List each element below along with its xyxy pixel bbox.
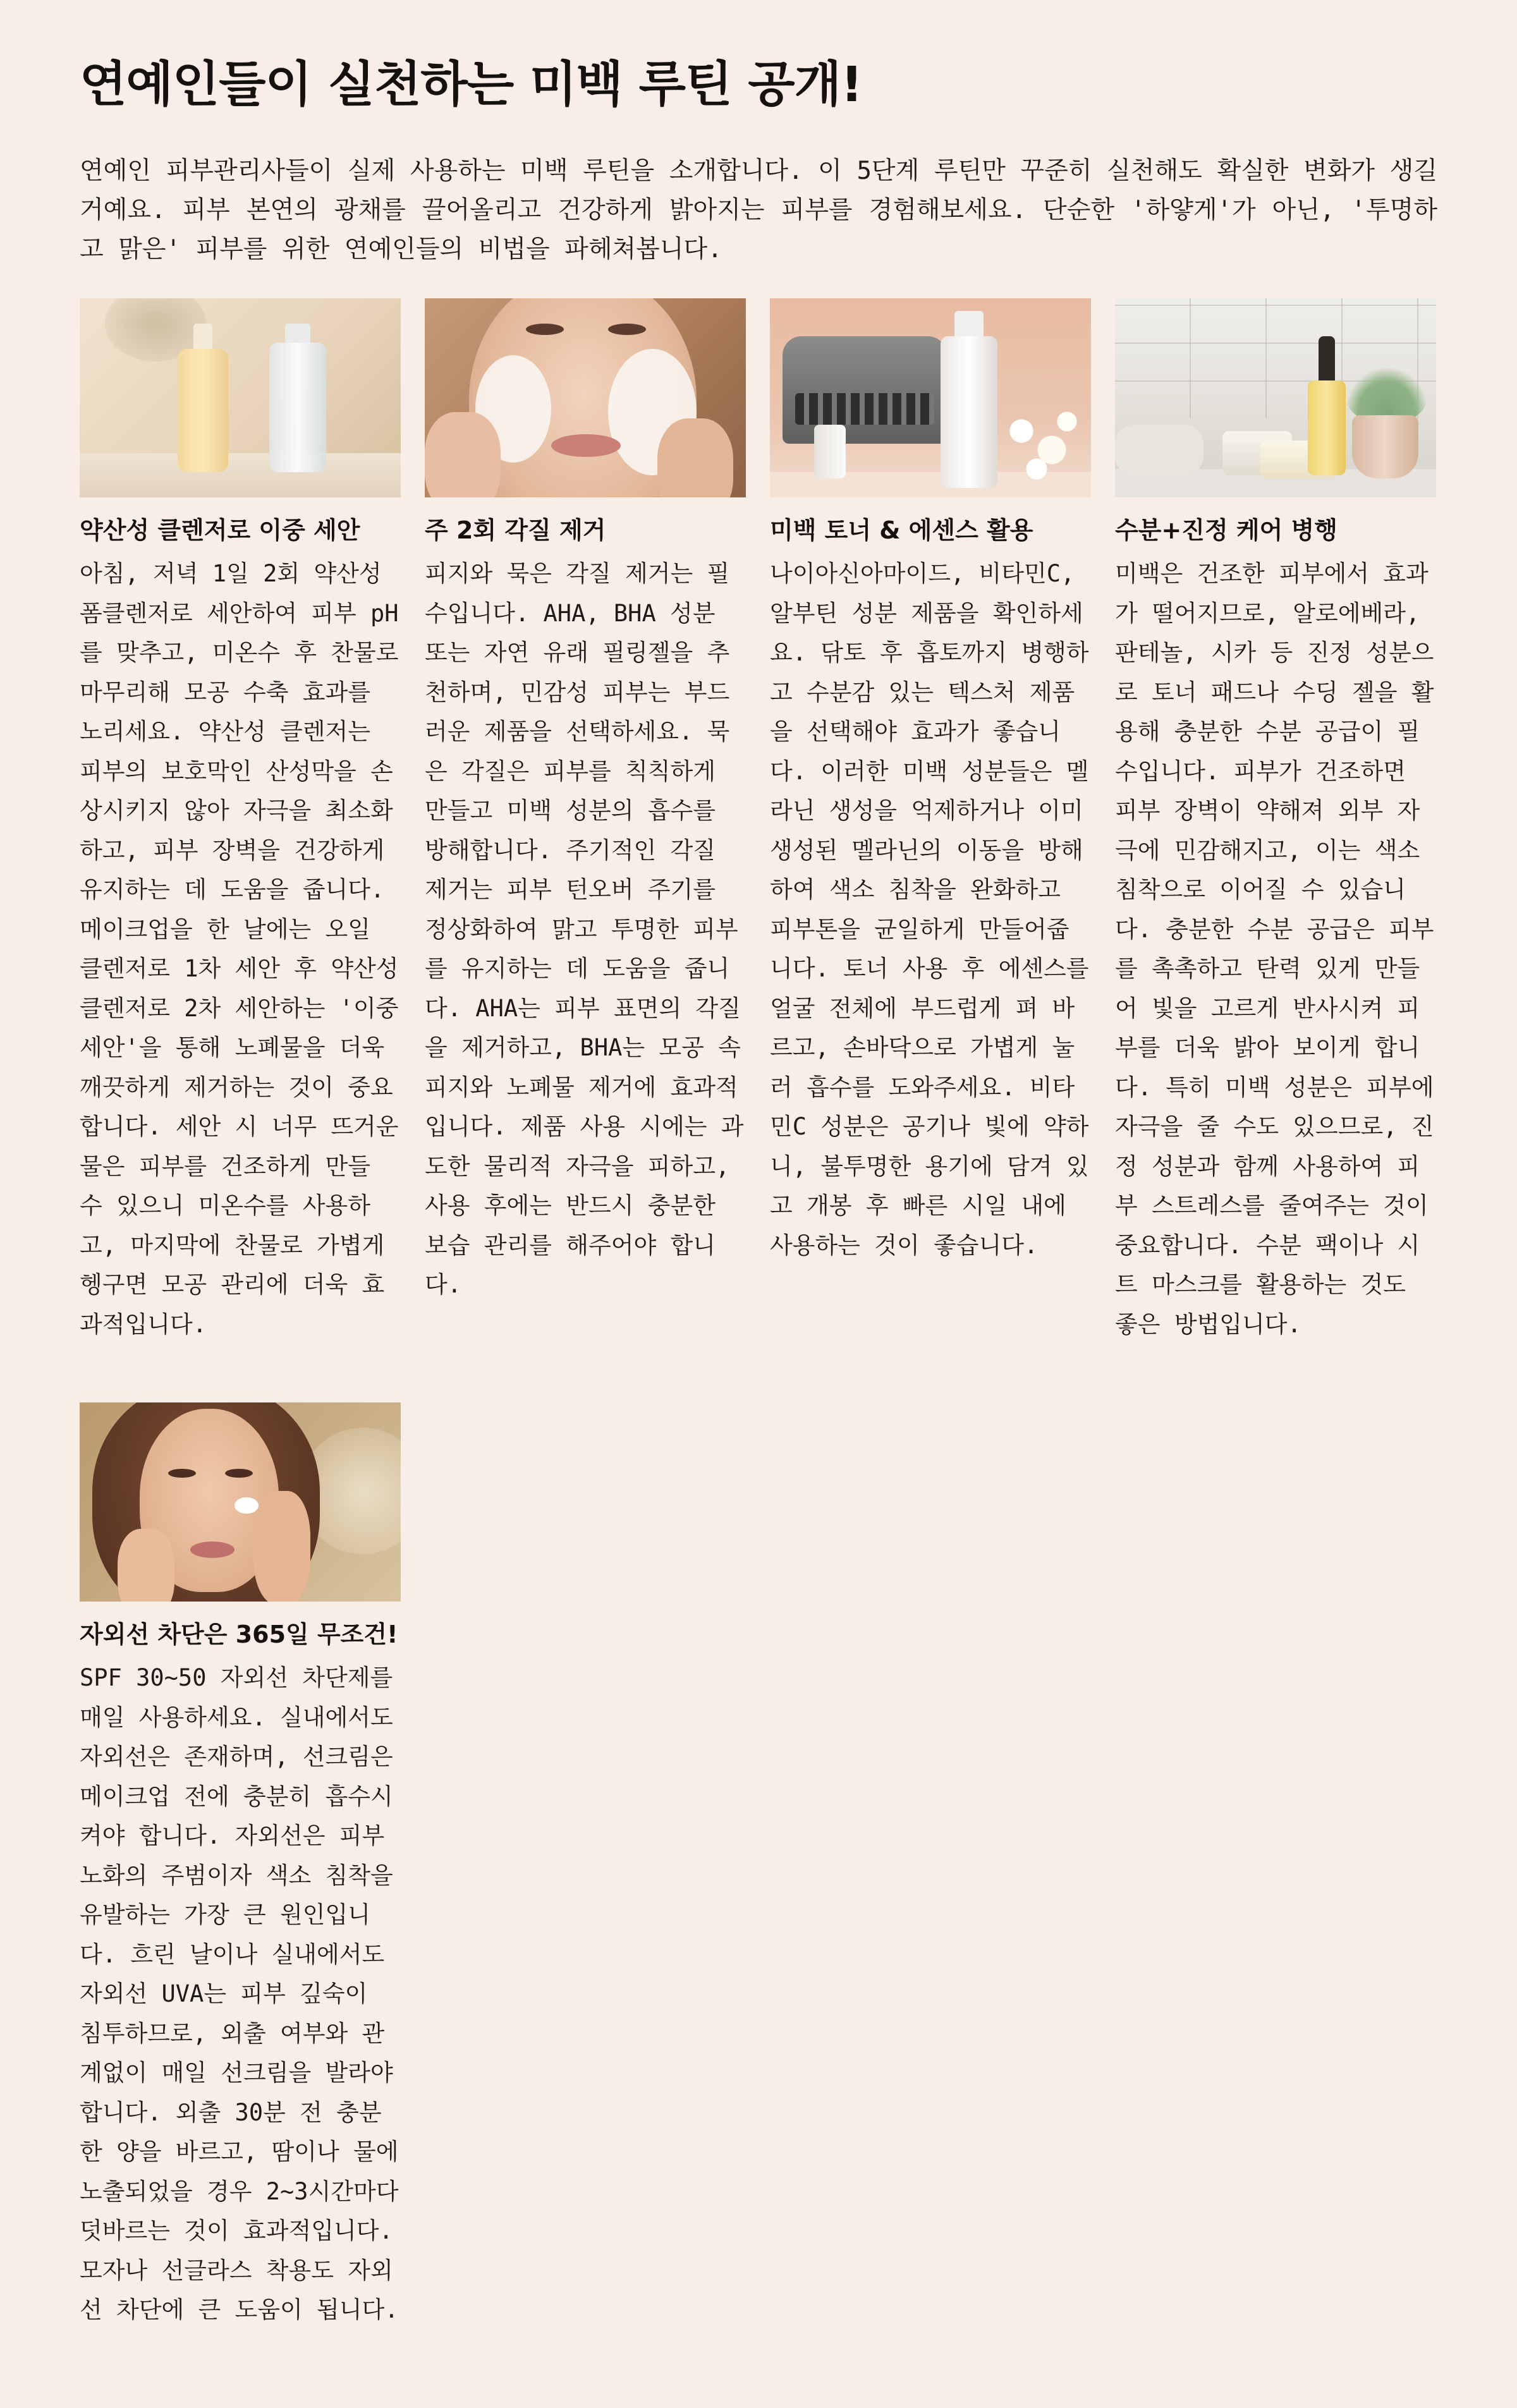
step-title: 자외선 차단은 365일 무조건!: [80, 1621, 398, 1648]
step-card-sunscreen: [80, 1402, 401, 2330]
routine-steps-grid: [80, 298, 1437, 2330]
step-body: 아침, 저녁 1일 2회 약산성 폼클렌저로 세안하여 피부 pH를 맞추고, 미온수 후 찬물로 마무리해 모공 수축 효과를 노리세요. 약산성 클렌저는 피부의 보호막인 산성막을 손상시키지 않아 자극을 최소화하고, 피부 장벽을 건강하게 유지하는 데 도움을 줍니다. 메이크업을 한 날에는 오일 클렌저로 1차 세안 후 약산성 클렌저로 2차 세안하는 '이중 세안'을 통해 노폐물을 더욱 깨끗하게 제거하는 것이 중요합니다. 세안 시 너무 뜨거운 물은 피부를 건조하게 만들 수 있으니 미온수를 사용하고, 마지막에 찬물로 가볍게 헹구면 모공 관리에 더욱 효과적입니다.: [80, 560, 399, 1338]
step-title: 약산성 클렌저로 이중 세안: [80, 516, 360, 544]
step-title: 주 2회 각질 제거: [425, 516, 606, 544]
cleanser-bottles-image: [80, 298, 401, 497]
step-card-exfoliation: [425, 298, 746, 1344]
step-card-cleansing: [80, 298, 401, 1344]
face-mask-image: [425, 298, 746, 497]
step-card-hydration: [1115, 298, 1436, 1344]
step-body: 나이아신아마이드, 비타민C, 알부틴 성분 제품을 확인하세요. 닦토 후 흡토까지 병행하고 수분감 있는 텍스처 제품을 선택해야 효과가 좋습니다. 이러한 미백 성분들은 멜라닌 생성을 억제하거나 이미 생성된 멜라닌의 이동을 방해하여 색소 침착을 완화하고 피부톤을 균일하게 만들어줍니다. 토너 사용 후 에센스를 얼굴 전체에 부드럽게 펴 바르고, 손바닥으로 가볍게 눌러 흡수를 도와주세요. 비타민C 성분은 공기나 빛에 약하니, 불투명한 용기에 담겨 있고 개봉 후 빠른 시일 내에 사용하는 것이 좋습니다.: [770, 560, 1089, 1259]
sunscreen-woman-image: [80, 1402, 401, 1602]
page-title: 연예인들이 실천하는 미백 루틴 공개!: [80, 57, 863, 113]
step-card-toner-essence: [770, 298, 1091, 1344]
step-title: 미백 토너 & 에센스 활용: [770, 516, 1033, 544]
step-body: 미백은 건조한 피부에서 효과가 떨어지므로, 알로에베라, 판테놀, 시카 등 진정 성분으로 토너 패드나 수딩 젤을 활용해 충분한 수분 공급이 필수입니다. 피부가 건조하면 피부 장벽이 약해져 외부 자극에 민감해지고, 이는 색소 침착으로 이어질 수 있습니다. 충분한 수분 공급은 피부를 촉촉하고 탄력 있게 만들어 빛을 고르게 반사시켜 피부를 더욱 밝아 보이게 합니다. 특히 미백 성분은 피부에 자극을 줄 수도 있으므로, 진정 성분과 함께 사용하여 피부 스트레스를 줄여주는 것이 중요합니다. 수분 팩이나 시트 마스크를 활용하는 것도 좋은 방법입니다.: [1115, 560, 1434, 1338]
serum-plant-image: [1115, 298, 1436, 497]
step-title: 수분+진정 케어 병행: [1115, 516, 1337, 544]
intro-paragraph: 연예인 피부관리사들이 실제 사용하는 미백 루틴을 소개합니다. 이 5단계 루틴만 꾸준히 실천해도 확실한 변화가 생길 거예요. 피부 본연의 광채를 끌어올리고 건강하게 밝아지는 피부를 경험해보세요. 단순한 '하얗게'가 아닌, '투명하고 맑은' 피부를 위한 연예인들의 비법을 파헤쳐봅니다.: [80, 157, 1437, 264]
toner-typewriter-image: [770, 298, 1091, 497]
step-body: SPF 30~50 자외선 차단제를 매일 사용하세요. 실내에서도 자외선은 존재하며, 선크림은 메이크업 전에 충분히 흡수시켜야 합니다. 자외선은 피부 노화의 주범이자 색소 침착을 유발하는 가장 큰 원인입니다. 흐린 날이나 실내에서도 자외선 UVA는 피부 깊숙이 침투하므로, 외출 여부와 관계없이 매일 선크림을 발라야 합니다. 외출 30분 전 충분한 양을 바르고, 땀이나 물에 노출되었을 경우 2~3시간마다 덧바르는 것이 효과적입니다. 모자나 선글라스 착용도 자외선 차단에 큰 도움이 됩니다.: [80, 1664, 399, 2323]
step-body: 피지와 묵은 각질 제거는 필수입니다. AHA, BHA 성분 또는 자연 유래 필링젤을 추천하며, 민감성 피부는 부드러운 제품을 선택하세요. 묵은 각질은 피부를 칙칙하게 만들고 미백 성분의 흡수를 방해합니다. 주기적인 각질 제거는 피부 턴오버 주기를 정상화하여 맑고 투명한 피부를 유지하는 데 도움을 줍니다. AHA는 피부 표면의 각질을 제거하고, BHA는 모공 속 피지와 노폐물 제거에 효과적입니다. 제품 사용 시에는 과도한 물리적 자극을 피하고, 사용 후에는 반드시 충분한 보습 관리를 해주어야 합니다.: [425, 560, 744, 1298]
